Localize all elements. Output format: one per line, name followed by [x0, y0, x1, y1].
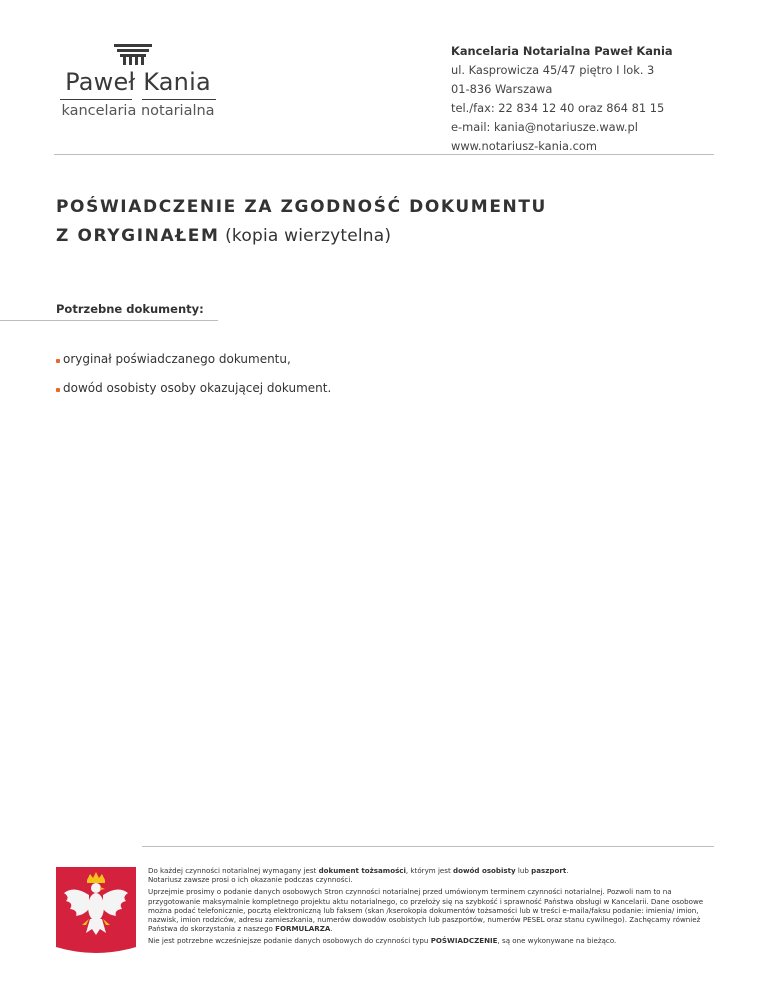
office-address-line2: 01-836 Warszawa: [451, 82, 553, 96]
office-contact: [451, 42, 673, 156]
office-email[interactable]: e-mail: kania@notariusze.waw.pl: [451, 120, 638, 134]
footer-text: .: [566, 866, 569, 875]
title-note: (kopia wierzytelna): [219, 226, 392, 246]
footer-divider: [142, 846, 714, 847]
footer-notes: [148, 866, 716, 949]
footer-note-certification: [148, 936, 716, 945]
column-capital-icon: [114, 44, 152, 68]
footer-bold: paszport: [531, 866, 567, 875]
footer-text: Notariusz zawsze prosi o ich okazanie podczas czynności.: [148, 875, 353, 885]
bullet-icon: [56, 388, 60, 392]
footer-text: , są one wykonywane na bieżąco.: [497, 936, 617, 946]
footer-text: Do każdej czynności notarialnej wymagany jest: [148, 866, 319, 875]
office-name: Kancelaria Notarialna Paweł Kania: [451, 44, 673, 58]
title-line1: POŚWIADCZENIE ZA ZGODNOŚĆ DOKUMENTU: [56, 197, 547, 217]
list-item-text: dowód osobisty osoby okazującej dokument.: [63, 381, 332, 395]
bullet-icon: [56, 359, 60, 363]
footer-note-personal-data: [148, 887, 716, 933]
footer-bold: POŚWIADCZENIE: [430, 936, 498, 946]
footer-text: , którym jest: [405, 866, 454, 875]
polish-eagle-emblem: [56, 867, 136, 955]
logo-divider-gap: [132, 97, 142, 102]
logo-name: Paweł Kania: [65, 68, 211, 96]
required-documents-list: [56, 352, 331, 410]
footer-bold: dokument tożsamości: [318, 866, 406, 875]
title-line2-bold: Z ORYGINAŁEM: [56, 226, 220, 246]
footer-text: lub: [515, 866, 532, 875]
required-documents-label: Potrzebne dokumenty:: [56, 302, 204, 316]
footer-text: Uprzejmie prosimy o podanie danych osobowych Stron czynności notarialnej przed umówionym terminem czynności notarialnej. Pozwoli nam to na przygotowanie maksymalnie kompletnego projektu aktu notarialnego, co przełoży się na szybkość i sprawność Państwa obsługi w Kancelarii. Dane osobowe można podać telefonicznie, pocztą elektroniczną lub faksem (skan /kserokopia dokumentów tożsamości lub w treści e-maila/faksu podanie: imienia/ imion, nazwisk, imion rodziców, adresu zamieszkania, numerów dowodów osobistych lub paszportów, numerów PESEL oraz stanu cywilnego). Zachęcamy również Państwa do skorzystania z naszego: [148, 887, 704, 934]
footer-text: Nie jest potrzebne wcześniejsze podanie danych osobowych do czynności typu: [148, 936, 431, 946]
form-link[interactable]: FORMULARZA: [275, 924, 331, 934]
list-item: [56, 381, 331, 410]
header-divider: [54, 154, 714, 155]
office-phone: tel./fax: 22 834 12 40 oraz 864 81 15: [451, 101, 665, 115]
list-item: [56, 352, 331, 381]
list-item-text: oryginał poświadczanego dokumentu,: [63, 352, 291, 366]
page-title: [56, 193, 547, 251]
footer-note-identity: [148, 866, 716, 884]
office-address-line1: ul. Kasprowicza 45/47 piętro I lok. 3: [451, 63, 655, 77]
footer-bold: dowód osobisty: [453, 866, 516, 875]
office-website[interactable]: www.notariusz-kania.com: [451, 139, 597, 153]
section-divider: [0, 320, 218, 321]
logo-subtitle: kancelaria notarialna: [61, 103, 215, 119]
footer-text: .: [330, 924, 333, 934]
logo: [58, 44, 218, 124]
